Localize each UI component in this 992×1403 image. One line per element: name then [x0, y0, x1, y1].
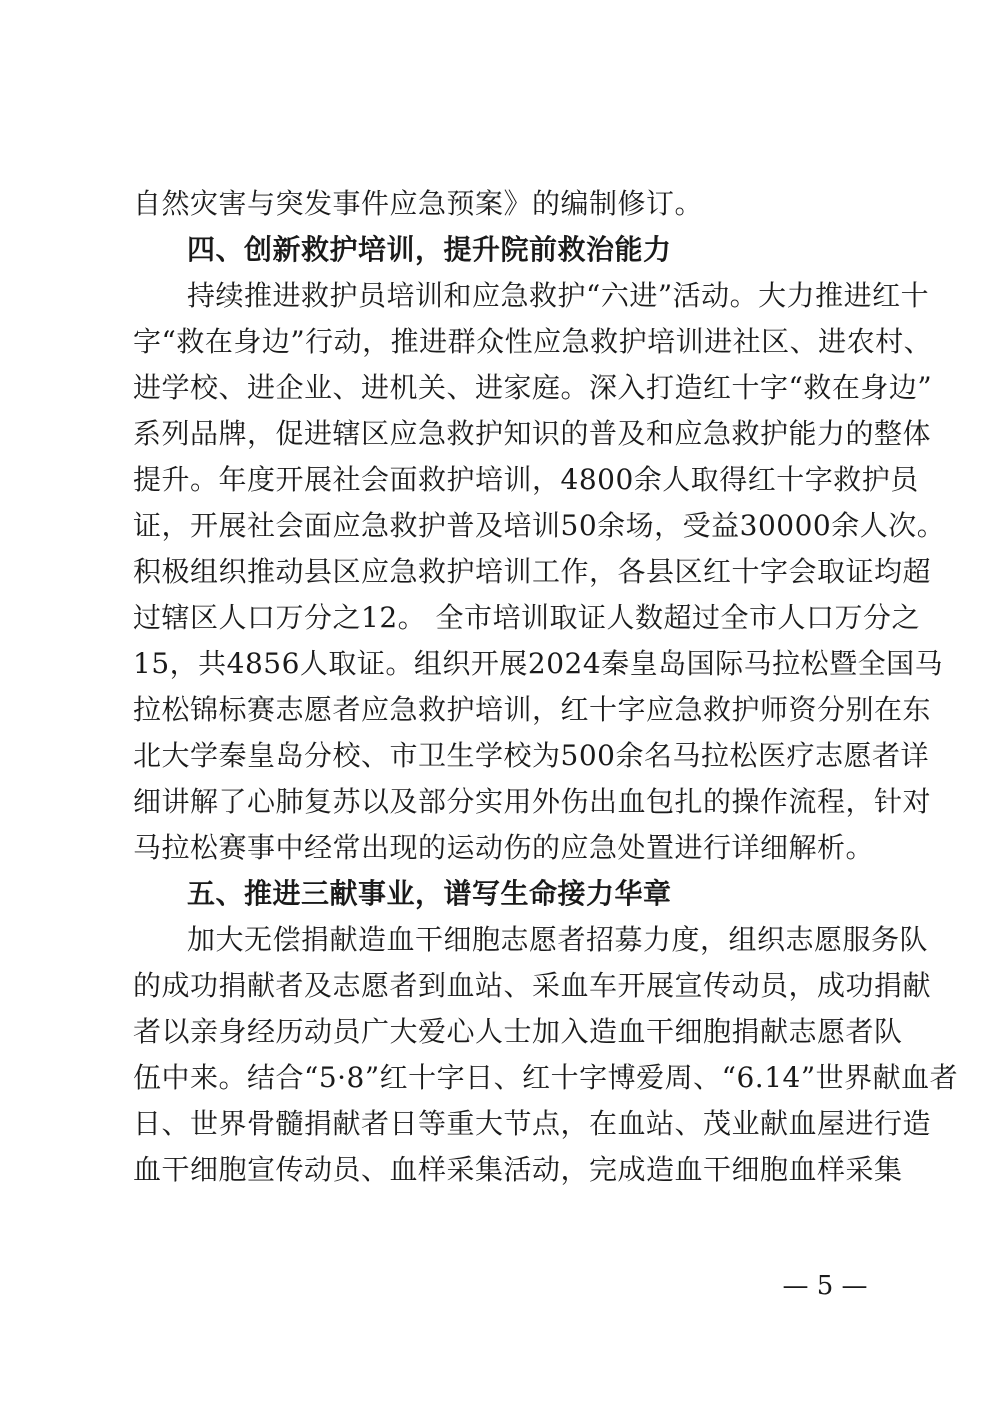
body-text-line: 自然灾害与突发事件应急预案》的编制修订。 [133, 187, 704, 220]
body-text-line: 的成功捐献者及志愿者到血站、采血车开展宣传动员，成功捐献 [133, 969, 932, 1002]
body-text-line: 加大无偿捐献造血干细胞志愿者招募力度，组织志愿服务队 [187, 923, 929, 956]
body-text-line: 15，共4856人取证。组织开展2024秦皇岛国际马拉松暨全国马 [133, 647, 944, 680]
section-heading-5: 五、推进三献事业，谱写生命接力华章 [187, 877, 672, 910]
body-text-line: 字“救在身边”行动，推进群众性应急救护培训进社区、进农村、 [133, 325, 933, 358]
body-text-line: 过辖区人口万分之12。 全市培训取证人数超过全市人口万分之 [133, 601, 921, 634]
body-text-line: 积极组织推动县区应急救护培训工作，各县区红十字会取证均超 [133, 555, 932, 588]
body-text-line: 拉松锦标赛志愿者应急救护培训，红十字应急救护师资分别在东 [133, 693, 932, 726]
section-heading-4: 四、创新救护培训，提升院前救治能力 [187, 233, 672, 266]
body-text-line: 持续推进救护员培训和应急救护“六进”活动。大力推进红十 [187, 279, 930, 312]
body-text-line: 马拉松赛事中经常出现的运动伤的应急处置进行详细解析。 [133, 831, 875, 864]
page-number: — 5 — [782, 1271, 868, 1301]
body-text-line: 进学校、进企业、进机关、进家庭。深入打造红十字“救在身边” [133, 371, 933, 404]
body-text-line: 提升。年度开展社会面救护培训，4800余人取得红十字救护员 [133, 463, 919, 496]
body-text-line: 者以亲身经历动员广大爱心人士加入造血干细胞捐献志愿者队 [133, 1015, 903, 1048]
body-text-line: 血干细胞宣传动员、血样采集活动，完成造血干细胞血样采集 [133, 1153, 903, 1186]
body-text-line: 系列品牌，促进辖区应急救护知识的普及和应急救护能力的整体 [133, 417, 932, 450]
body-text-line: 日、世界骨髓捐献者日等重大节点，在血站、茂业献血屋进行造 [133, 1107, 932, 1140]
body-text-line: 北大学秦皇岛分校、市卫生学校为500余名马拉松医疗志愿者详 [133, 739, 929, 772]
body-text-line: 证，开展社会面应急救护普及培训50余场，受益30000余人次。 [133, 509, 946, 542]
body-text-line: 细讲解了心肺复苏以及部分实用外伤出血包扎的操作流程，针对 [133, 785, 932, 818]
body-text-line: 伍中来。结合“5·8”红十字日、红十字博爱周、“6.14”世界献血者 [133, 1061, 959, 1094]
